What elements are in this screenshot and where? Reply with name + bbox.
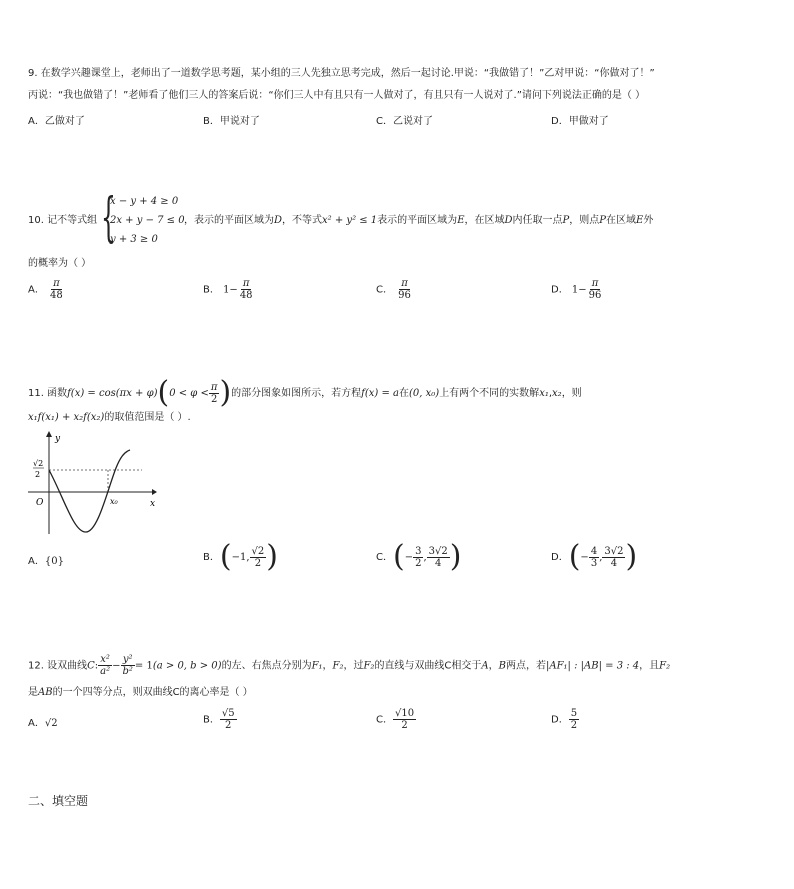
q11-option-d: D．(− $\frac{4}{3}$ , $\frac{3√2}{4}$ ) <box>551 539 638 574</box>
section-heading: 二、填空题 <box>28 794 89 808</box>
q10-line1-rest: ，表示的平面区域为D，不等式x² + y² ≤ 1表示的平面区域为E，在区域D内任取一点P，则点P在区域E外 <box>184 215 654 226</box>
graph-origin-label: O <box>36 498 44 508</box>
q12-option-b: B． $\frac{√5}{2}$ <box>203 708 235 731</box>
q10-option-c: C． $\frac{\pi}{96}$ <box>376 278 411 301</box>
q12-line1: 12. 设双曲线C: $\frac{\text{x²}}{\text{a²}}$ − $\frac{\text{y²}}{\text{b²}}$ = 1(a > 0, b > 0)的左、右焦点分别为F₁，F₂，过F₂的直线与双曲线C相交于A，B两点，若|AF₁| : |AB| = 3 : 4，且F₂ <box>28 654 671 677</box>
q10-brace: { <box>101 188 116 248</box>
q9-line1: 9. 在数学兴趣课堂上，老师出了一道数学思考题，某小组的三人先独立思考完成，然后一起讨论.甲说：“我做错了！”乙对甲说：“你做对了！” <box>28 68 655 79</box>
q10-option-a: A． $\frac{\pi}{48}$ <box>28 278 63 301</box>
q12-option-c: C． $\frac{√10}{2}$ <box>376 708 415 731</box>
q12-option-d: D． $\frac{5}{2}$ <box>551 708 578 731</box>
q9-option-c: C．乙说对了 <box>376 116 433 127</box>
graph-two-label: 2 <box>35 470 41 479</box>
q11-option-c: C．(− $\frac{3}{2}$ , $\frac{3√2}{4}$ ) <box>376 539 462 574</box>
q9-option-a: A．乙做对了 <box>28 116 85 127</box>
q9-option-b: B．甲说对了 <box>203 116 260 127</box>
q10-option-d: D． 1− $\frac{\pi}{96}$ <box>551 278 602 301</box>
q11-option-b: B．(−1, $\frac{√2}{2}$ ) <box>203 539 278 574</box>
y-axis-arrow <box>46 431 52 437</box>
graph-sqrt2-label: √2 <box>33 459 44 468</box>
q10-line2: 的概率为（ ） <box>28 258 92 269</box>
graph-x-label: x <box>150 499 156 509</box>
q12-option-a: A．√2 <box>28 718 58 729</box>
q9-option-d: D．甲做对了 <box>551 116 609 127</box>
q11-line1: 11. 函数f(x) = cos(πx + φ)(0 < φ < $\frac{\pi}{2}$ )的部分图象如图所示，若方程f(x) = a在(0, x₀)上有两个不同的实数解x₁,x₂，则 <box>28 375 582 410</box>
q10-ineq1: x − y + 4 ≥ 0 <box>110 196 179 207</box>
cosine-curve <box>49 450 130 532</box>
graph-y-label: y <box>55 434 61 444</box>
q10-ineq2: 2x + y − 7 ≤ 0 <box>110 215 185 226</box>
q11-graph <box>24 428 164 538</box>
q11-option-a: A．{0} <box>28 556 64 567</box>
q10-ineq3: y + 3 ≥ 0 <box>110 234 158 245</box>
q10-option-b: B． 1− $\frac{\pi}{48}$ <box>203 278 253 301</box>
q10-prefix: 10. 记不等式组 <box>28 215 98 226</box>
q11-line2: x₁f(x₁) + x₂f(x₂)的取值范围是（ ）. <box>28 412 191 423</box>
q12-line2: 是AB的一个四等分点，则双曲线C的离心率是（ ） <box>28 687 253 698</box>
x-axis-arrow <box>152 489 157 495</box>
q9-line2: 丙说：“我也做错了！”老师看了他们三人的答案后说：“你们三人中有且只有一人做对了，有且只有一人说对了.”请问下列说法正确的是（ ） <box>28 90 646 101</box>
graph-x0-label: x₀ <box>110 497 118 506</box>
